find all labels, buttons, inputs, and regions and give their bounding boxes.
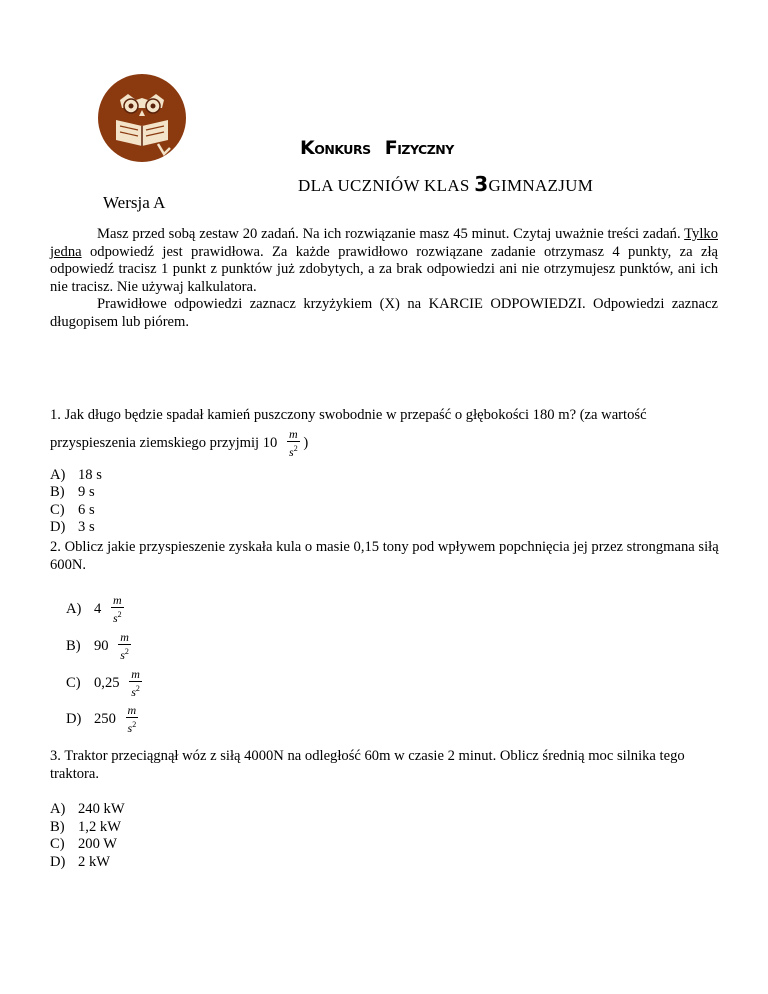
unit-fraction: $\frac{m}{s^2}$	[131, 667, 140, 699]
instructions-paragraph-2: Prawidłowe odpowiedzi zaznacz krzyżykiem (X) na KARCIE ODPOWIEDZI. Odpowiedzi zaznacz długopisem lub piórem.	[50, 296, 718, 330]
option-c: C) 200 W	[50, 836, 118, 852]
contest-subtitle: DLA UCZNIÓW KLAS 3GIMNAZJUM	[298, 172, 594, 196]
question-1-options	[50, 467, 720, 537]
version-label: Wersja A	[103, 193, 166, 212]
unit-fraction: $\frac{m}{s^2}$	[120, 630, 129, 662]
option-d: D) 2 kW	[50, 853, 111, 870]
question-2	[50, 539, 720, 574]
owl-logo	[98, 74, 186, 162]
unit-fraction: $\frac{m}{s^2}$	[112, 593, 122, 625]
option-a: A) 4 $\frac{m}{s^2}$	[66, 593, 122, 625]
option-b: B) 90 $\frac{m}{s^2}$	[66, 630, 129, 662]
option-b: B) 9 s	[50, 484, 95, 500]
question-1-text: 1. Jak długo będzie spadał kamień puszczony swobodnie w przepaść o głębokości 180 m? (za wartość	[50, 407, 647, 423]
instructions	[50, 226, 718, 331]
question-1: 1. Jak długo będzie spadał kamień puszczony swobodnie w przepaść o głębokości 180 m? (za wartość przyspieszenia ziemskiego przyjmij 10 $\frac{m}{s^2}$ ) A) 18 s B) 9 s C) 6 s D) 3 s	[50, 407, 720, 537]
option-a: A) 240 kW	[50, 801, 125, 817]
option-b: B) 1,2 kW	[50, 818, 121, 835]
option-d: D) 250 $\frac{m}{s^2}$	[66, 703, 137, 735]
contest-title: KONKURS FIZYCZNY	[300, 137, 454, 159]
option-a: A) 18 s	[50, 466, 102, 483]
instructions-paragraph-1: Masz przed sobą zestaw 20 zadań. Na ich rozwiązanie masz 45 minut. Czytaj uważnie treści zadań. Tylko jedna odpowiedź jest prawidłowa. Za każde prawidłowo rozwiązane zadanie otrzymasz 4 punkty, za złą odpowiedź tracisz 1 punkt z punktów już zdobytych, a za brak odpowiedzi ani nie otrzymujesz punktów, ani ich nie tracisz. Nie używaj kalkulatora.	[50, 226, 718, 295]
unit-fraction: $\frac{m}{s^2}$	[127, 703, 137, 735]
question-3	[50, 748, 720, 871]
unit-fraction: $\frac{m}{s^2}$	[289, 426, 298, 459]
question-3-options	[50, 801, 720, 871]
question-3-text: 3. Traktor przeciągnął wóz z siłą 4000N na odległość 60m w czasie 2 minut. Oblicz średnią moc silnika tego traktora.	[50, 748, 685, 782]
grade-number: 3	[474, 172, 489, 196]
option-c: C) 6 s	[50, 501, 95, 518]
option-c: C) 0,25 $\frac{m}{s^2}$	[66, 667, 140, 699]
question-2-text: 2. Oblicz jakie przyspieszenie zyskała kula o masie 0,15 tony pod wpływem popchnięcia jej przez strongmana siłą 600N.	[50, 539, 719, 573]
option-d: D) 3 s	[50, 519, 95, 535]
